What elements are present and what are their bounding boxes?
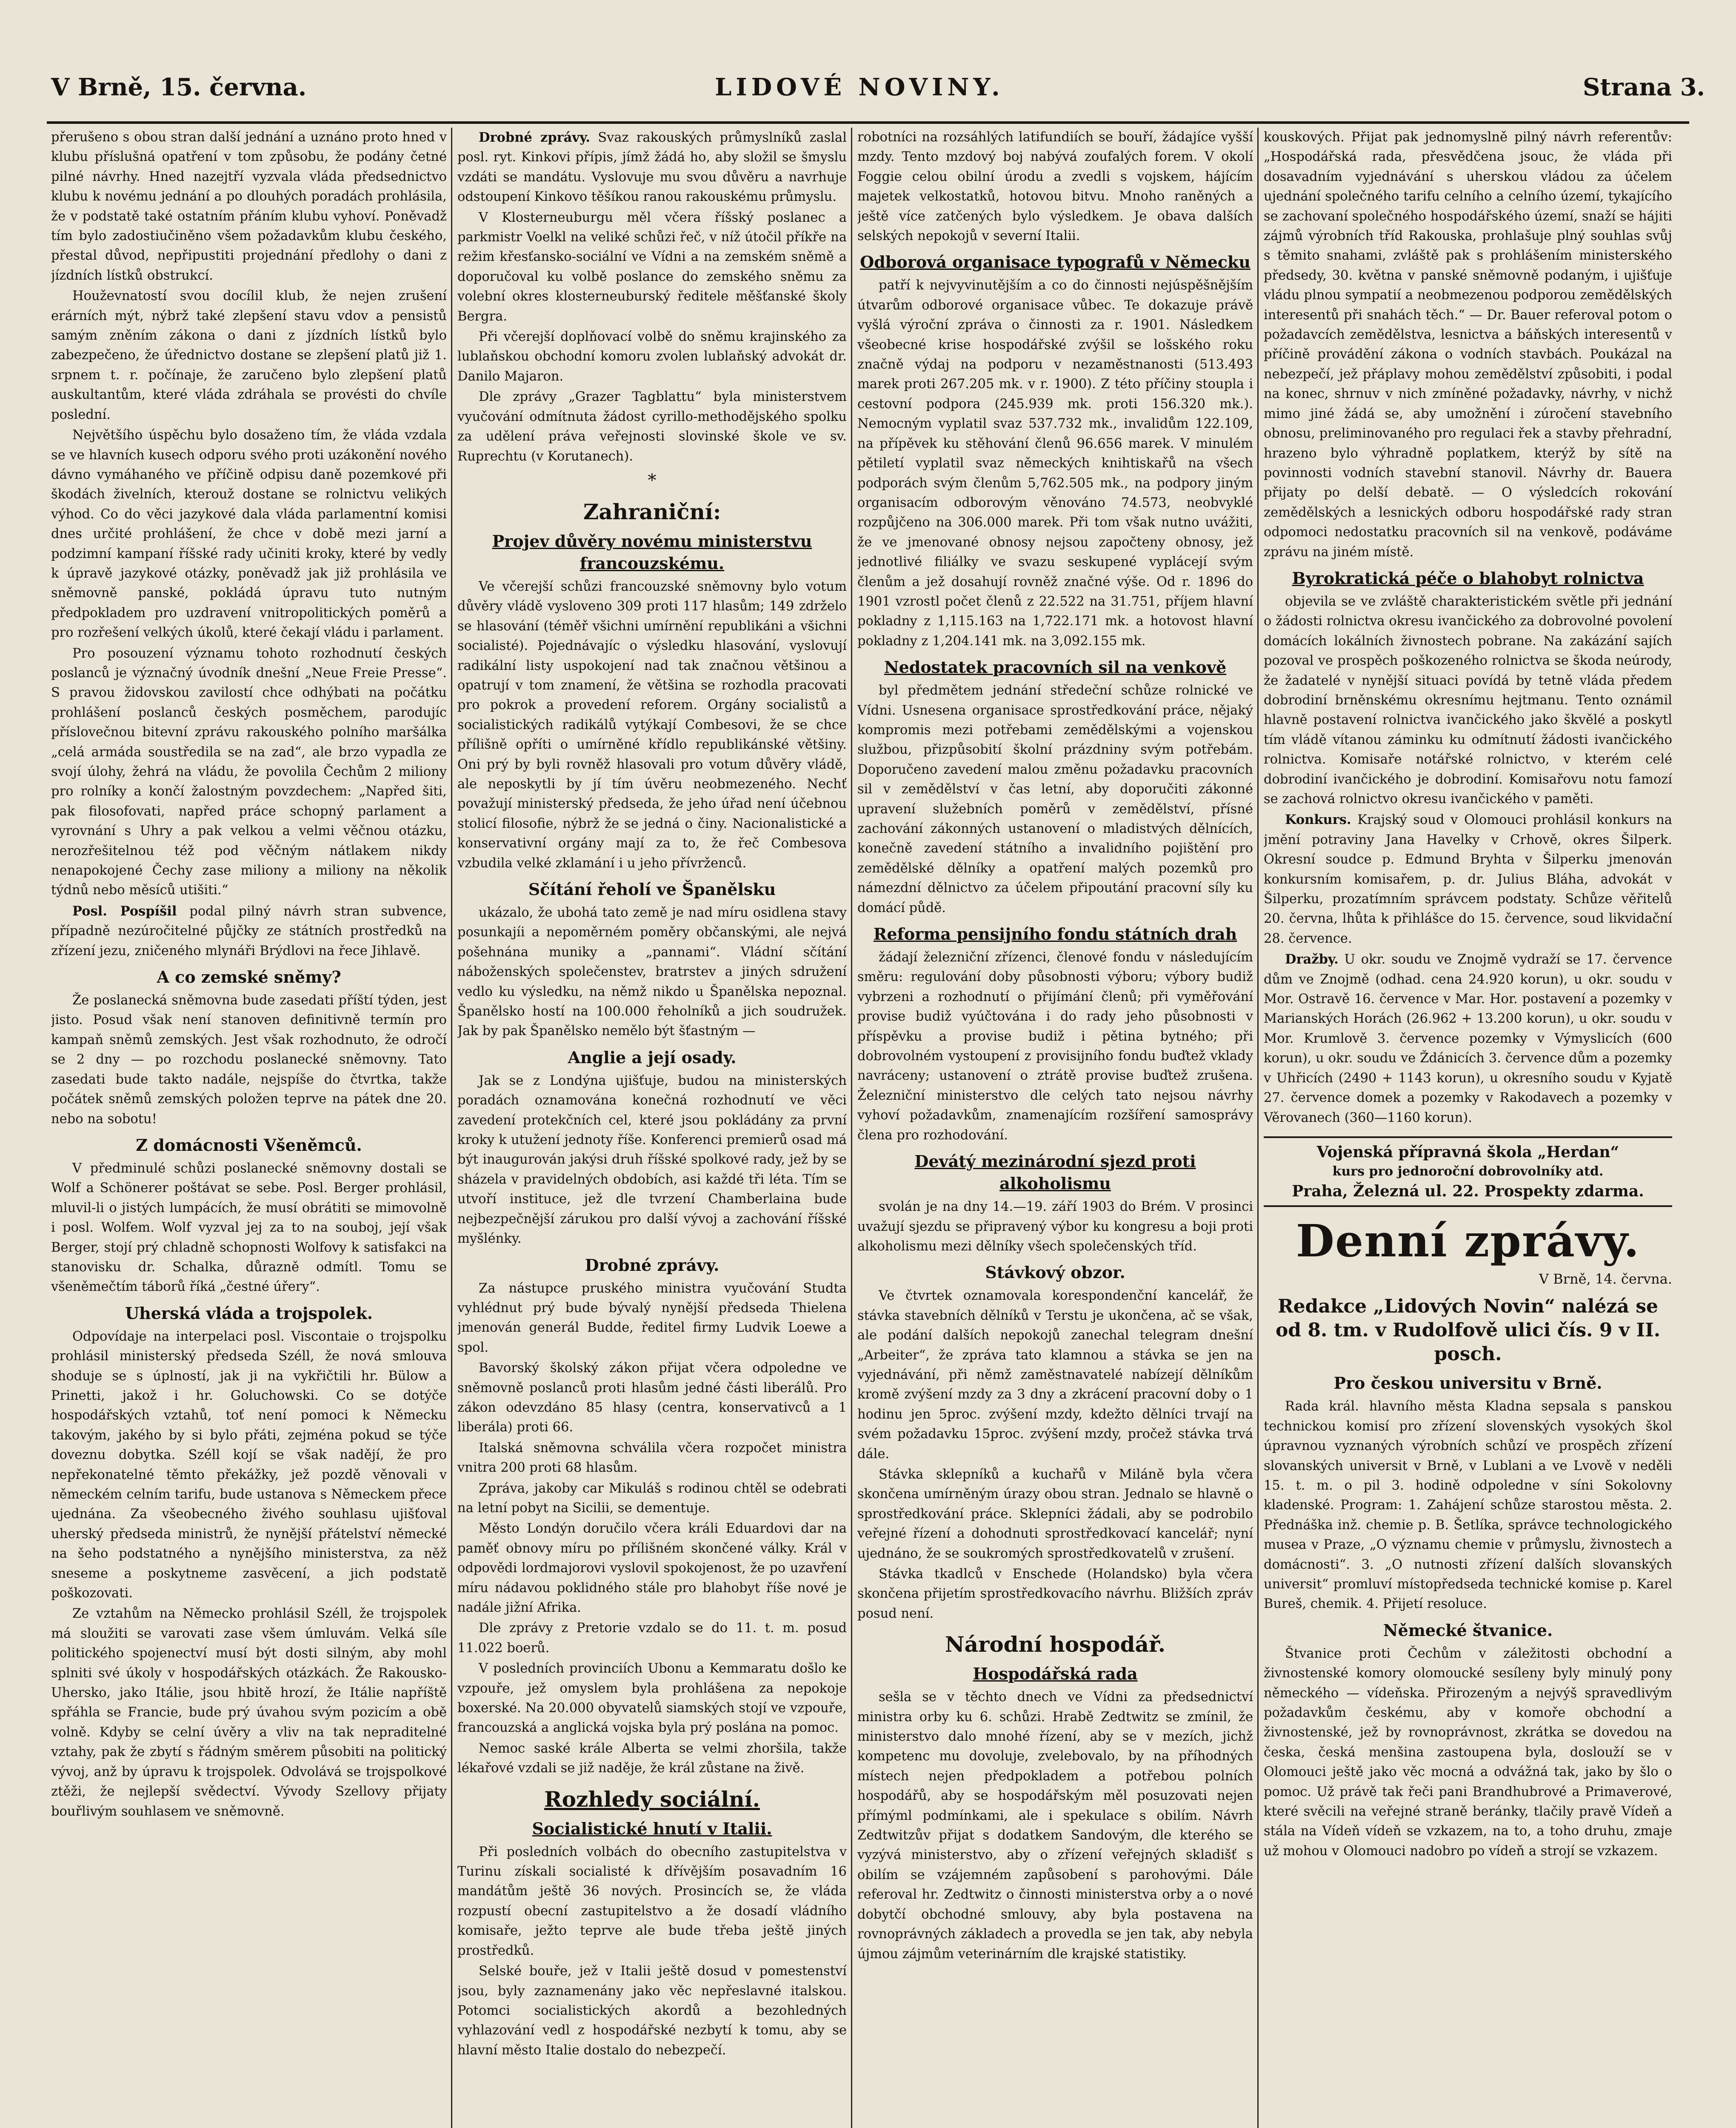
article-heading: Devátý mezinárodní sjezd proti alkoholismu — [914, 1152, 1196, 1193]
article-text: objevila se ve zvláště charakteristickém světle při jednání o žádosti rolnictva okresu ivančického za dobrovolné povolení domácích lokálních živnostech pobrane. Na zakázání sajích pozoval ve prospěch poškozeného rolnictva se škoda neúrody, že žadatelé v nynější situaci povídá by tetně vláda předem dobrodiní brněnskému okresnímu hejtmanu. Tento oznámil hlavně postavení rolnictva ivančického jako škvělé a poskytl tím vládě vítanou záminku ku odmítnutí žádosti ivančického rolnictva. Komisaře notářské rolnictvo, v kterém celé dobrodiní ivančického je dobrodiní. Komisařovu notu famozí se zachová rolnictvo okresu ivančického v paměti. — [1264, 594, 1672, 807]
article-text: Jak se z Londýna ujišťuje, budou na ministerských poradách oznamována konečná rozhodnutí ve věci zavedení protekčních cel, které jsou pokládány za první kroky k utužení jednoty říše. Konferenci premierů osad má být inaugurován jakýsi druh říšské spolkové rady, jež by se sházela v pravidelných obdobích, asi každé tři léta. Tím se utvoří instituce, jež dle tvrzení Chamberlaina bude nejbezpečnější zárukou pro další vývoj a zachování říšské myšlénky. — [457, 1073, 847, 1247]
article-text: kouskových. Přijat pak jednomyslně pilný návrh referentův: „Hospodářská rada, přesvědčena jsouc, že vláda při dosavadním vyjednávání s uherskou vládou za účelem ujednání společného tarifu celního a celního území, tykajícího se zachovaní společného hospodářského území, snaží se hájiti zájmů výrobních tříd Rakouska, prohlašuje plný souhlas svůj s těmito snahami, zvláště pak s prohlášením ministerského předsedy, 30. května v panské sněmovně podaným, i ujišťuje vládu plnou sympatií a neobmezenou podporou zemědělských interesentů při snahách těch.“ — Dr. Bauer referoval potom o požadavcích zemědělstva, lesnictva a báňských interesentů v příčině provádění zákona o vodních stavbách. Poukázal na nebezpečí, jež přáplavy mohou zemědělství způsobiti, i podal na konec, shrnuv v nich zmíněné požadavky, návrhy, v nichž mimo jiné žádá se, aby umožnění i zúročení stavebního obnosu, preliminovaného pro regulaci řek a stavby přehradní, hrazeno bylo výhradně poplatkem, kterýž by sítě na povinnosti vodních stavební stanovil. Návrhy dr. Bauera přijaty po delší debatě. — O výsledcích rokování zemědělských a lesnických odboru hospodářské rady stran odpomoci nedostatku pracovních sil na venkově, podáváme zprávu na jiném místě. — [1264, 130, 1672, 560]
article-text: byl předmětem jednání středeční schůze rolnické ve Vídni. Usnesena organisace sprostředkování práce, nějaký kompromis mezi potřebami zemědělskými a vojenskou službou, přizpůsobití školní prázdniny svým potřebám. Doporučeno zavedení malou změnu požadavku pracovních sil v zemědělství v čas letní, aby doporučiti zákonné upravení služebních poměrů v zemědělství, přísné zachování zákonných ustanovení o mladistvých dělnících, konečně zavedení státního a invalidního pojištění pro zemědělské dělníky a opatření malých pozemků pro námezdní dělnictvo za účelem připoutání pracovní síly ku domácí půdě. — [857, 683, 1253, 915]
article-text: Pro posouzení významu tohoto rozhodnutí českých poslanců je význačný úvodník dnešní „Neue Freie Presse“. S pravou židovskou zavilostí chce odhýbati na počátku prohlášení poslanců českých posměchem, parodujíc příslovečnou bitevní zprávu rakouského polního maršálka „celá armáda soustředila se na zad“, ale brzo vypadla ze svojí úlohy, žehrá na vládu, že povolila Čechům 2 miliony pro rolníky a končí žalostným povzdechem: „Napřed šiti, pak filosofovati, napřed práce schopný parlament a vyrovnání s Uhry a pak velkou a velmi věčnou otázku, nerozřešitelnou též pod věčným nátlakem nikdy nenapokojené Čechy zase miliony a miliony na několik týdnů nebo měsíců utišiti.“ — [51, 646, 447, 898]
article-text: Houževnatostí svou docílil klub, že nejen zrušení erárních mýt, nýbrž také zlepšení stavu vdov a pensistů samým zněním zákona o dani z jízdních lístků bylo zabezpečeno, že úřednictvo dostane se zlepšení platů již 1. srpnem t. r. počínaje, že zaručeno bylo zlepšení platů auskultantům, které vláda zdráhala se provésti do chvíle poslední. — [51, 289, 447, 422]
article-text: Že poslanecká sněmovna bude zasedati příští týden, jest jisto. Posud však není stanoven definitivně termín pro kampaň sněmů zemských. Jest však rozhodnuto, že odročí se 2 dny — po rozchodu poslanecké sněmovny. Tato zasedati bude takto nadále, nejspíše do čtvrtka, takže počátek sněmů zemských položen teprve na pátek dne 20. nebo na sobotu! — [51, 993, 447, 1127]
article-heading: Hospodářská rada — [973, 1664, 1138, 1684]
column-divider — [451, 128, 452, 2128]
article-heading: Konkurs. — [1285, 812, 1351, 828]
section-heading: Zahraniční: — [583, 499, 721, 524]
article-heading: Byrokratická péče o blahobyt rolnictva — [1292, 568, 1644, 588]
column-divider — [851, 128, 852, 2128]
article-text: Stávka tkadlců v Enschede (Holandsko) byla včera skončena přijetím sprostředkovacího návrhu. Bližších zpráv posud není. — [857, 1567, 1253, 1621]
article-text: Bavorský školský zákon přijat včera odpoledne ve sněmovně poslanců proti hlasům jedné části liberálů. Pro zákon odevzdáno 85 hlasy (centra, konservativců a 1 liberála) proti 66. — [457, 1361, 847, 1435]
section-heading: Rozhledy sociální. — [544, 1786, 760, 1812]
article-heading: Stávkový obzor. — [985, 1263, 1125, 1282]
article-heading: Drobné zprávy. — [479, 130, 590, 145]
article-text: Město Londýn doručilo včera králi Eduardovi dar na paměť obnovy míru po přílišném skončené války. Král v odpovědi lordmajorovi vyslovil spokojenost, že po uzavření míru nádavou poklidného stále pro blahobyt říše nové je nadále jižní Afrika. — [457, 1521, 847, 1615]
ad-text: kurs pro jednoroční dobrovolníky atd. — [1332, 1164, 1604, 1179]
article-text: V Klosterneuburgu měl včera říšský poslanec a parkmistr Voelkl na veliké schůzi řeč, v níž útočil příkře na režim křesťansko-sociální ve Vídni a na zemském sněmě a doporučoval ku volbě poslance do zemského sněmu za volební okres klosterneuburský ředitele měšťanské školy Bergra. — [457, 210, 847, 324]
header-date: V Brně, 15. června. — [51, 73, 307, 101]
article-text: Ve včerejší schůzi francouzské sněmovny bylo votum důvěry vládě vysloveno 309 proti 117 hlasům; 149 zdrželo se hlasování (téměř všichni umírnění republikáni a všichni socialisté). Pojednávajíc o výsledku hlasování, vyslovují radikální listy uspokojení nad tak značnou většinou a opatrují v tom znamení, že většina se rozhodla pracovati pro pokrok a provedení reforem. Orgány socialistů a socialistických radikálů vytýkají Combesovi, že se chce přílišně opříti o umírněné křídlo republikánské většiny. Oni prý by byli rovněž hlasovali pro votum důvěry vládě, ale neposkytli by jí tím úvěru neobmezeného. Nechť považují ministerský předseda, že jeho úřad není účebnou stolicí filosofie, nýbrž že se jedná o činy. Nacionalistické a konservativní orgány mají za to, že řeč Combesova vzbudila velké zklamání i u jeho přívrženců. — [457, 579, 847, 871]
column-3 — [857, 128, 1253, 2128]
article-text: Stávka sklepníků a kuchařů v Miláně byla včera skončena umírněným úrazy obou stran. Jednalo se hlavně o sprostředkování práce. Sklepníci žádali, aby se podrobilo veřejné řízení a dohodnuti sprostředkovací kancelář; nyní ujednáno, že se soukromých sprostředkovatelů v zrušení. — [857, 1467, 1253, 1561]
article-text: Dle zprávy z Pretorie vzdalo se do 11. t. m. posud 11.022 boerů. — [457, 1621, 847, 1656]
article-text: U okr. soudu ve Znojmě vydraží se 17. července dům ve Znojmě (odhad. cena 24.920 korun), u okr. soudu v Mor. Ostravě 16. července v Mar. Hor. postavení a pozemky v Marianských Horách (26.962 + 13.200 korun), u okr. soudu v Mor. Krumlově 3. července pozemky v Výmyslicích (600 korun), u okr. soudu ve Ždánicích 3. července dům a pozemky v Uhřicích (2490 + 1143 korun), u okresního soudu v Kyjatě 27. července domek a pozemky v Rakodavech a pozemky v Věrovanech (360—1160 korun). — [1264, 952, 1672, 1125]
article-heading: Odborová organisace typografů v Německu — [860, 252, 1251, 272]
article-text: robotníci na rozsáhlých latifundiích se bouří, žádajíce vyšší mzdy. Tento mzdový boj nabývá zoufalých forem. V okolí Foggie celou obilní úrodu a zvedli s vojskem, hájícím majetek velkostatků, hotovou bitvu. Mnoho raněných a ještě více zatčených bylo výsledkem. Je obava dalších selských nepokojů v severní Italii. — [857, 130, 1253, 244]
column-2 — [457, 128, 847, 2128]
article-heading: Socialistické hnutí v Italii. — [532, 1819, 772, 1838]
article-text: sešla se v těchto dnech ve Vídni za předsednictví ministra orby ku 6. schůzi. Hrabě Zedtwitz se zmínil, že ministerstvo dalo mnohé řízení, aby se v mezích, jichž kompetenc mu dovoluje, zvelebovalo, by na příhodných místech nejen předpokladem a potřebou polních hospodářů, aby se hospodářským měl posuzovati nejen přímýml podmínkami, ale i spekulace s obilím. Návrh Zedtwitzův přijat s dodatkem Sandovým, dle kterého se vyzývá ministerstvo, aby o zřízení veřejných skladišť s obilím se vzájemném zapůsobení s parohovými. Dále referoval hr. Zedtwitz o činnosti ministerstva orby a o nové dobytčí obchodné smlouvy, aby byla postavena na rovnoprávných základech a provedla se jen tak, aby nebyla újmou zájmům veterinárním dle krajské statistiky. — [857, 1690, 1253, 1962]
column-1 — [51, 128, 447, 2128]
article-text: Dle zprávy „Grazer Tagblattu“ byla ministerstvem vyučování odmítnuta žádost cyrillo-methodějského spolku za udělení práva veřejnosti slovinské škole ve sv. Ruprechtu (v Korutanech). — [457, 389, 847, 464]
article-text: Nemoc saské krále Alberta se velmi zhoršila, takže lékařové vzdali se již naděje, že král zůstane na živě. — [457, 1741, 847, 1776]
article-text: Za nástupce pruského ministra vyučování Studta vyhlédnut prý bude bývalý nynější předseda Thielena jmenován generál Budde, ředitel firmy Ludvik Loewe a spol. — [457, 1281, 847, 1355]
article-text: svolán je na dny 14.—19. září 1903 do Brém. V prosinci uvažují sjezdu se připravený výbor ku kongresu a boji proti alkoholismu mezi dělníky všech společenských tříd. — [857, 1199, 1253, 1254]
article-heading: Reforma pensijního fondu státních drah — [873, 924, 1237, 944]
dateline: V Brně, 14. června. — [1539, 1270, 1672, 1287]
article-heading: Německé štvanice. — [1383, 1620, 1553, 1640]
article-text: Selské bouře, jež v Italii ještě dosud v pomestenství jsou, byly zaznamenány jako věc nepřeslavné italskou. Potomci socialistických akordů a bezohledných vyhlazování vedl z hospodářské nezbytí k tomu, aby se hlavní město Italie dostalo do nebezpečí. — [457, 1964, 847, 2058]
article-text: Rada král. hlavního města Kladna sepsala s panskou technickou komisí pro zřízení slovenských vysokých škol úpravnou vyznaných výrobních schůzí ve prospěch zřízení slovanských universit v Brně, v Lublani a ve Lvově v neděli 15. t. m. o pil 3. hodině odpoledne v síni Sokolovny kladenské. Program: 1. Zahájení schůze starostou města. 2. Přednáška inž. chemie p. B. Šetlíka, správce technologického musea v Praze, „O významu chemie v průmyslu, živnostech a domácnosti“. 3. „O nutnosti zřízení dalších slovanských universit“ promluví místopředseda technické komise p. Karel Bureš, chemik. 4. Přijetí resoluce. — [1264, 1399, 1672, 1612]
ad-title: Vojenská přípravná škola „Herdan“ — [1316, 1143, 1619, 1161]
article-heading: Projev důvěry novému ministerstvu francouzskému. — [492, 531, 812, 573]
page-number: Strana 3. — [1583, 73, 1705, 101]
section-heading: Národní hospodář. — [945, 1632, 1166, 1657]
article-text: Svaz rakouských průmyslníků zaslal posl. ryt. Kinkovi přípis, jímž žádá ho, aby složil se šmyslu vzdáti se mandátu. Vyslovuje mu svou důvěru a navrhuje odstoupení Kinkovo těšíkou ranou rakouskému průmyslu. — [457, 130, 847, 205]
column-4 — [1264, 128, 1672, 2128]
masthead-title: LIDOVÉ NOVINY. — [715, 73, 1004, 101]
article-heading: Dražby. — [1285, 952, 1339, 967]
article-text: podal pilný návrh stran subvence, případně nezúročitelné půjčky ze státních prostředků na zřízení jezu, zničeného mlynáři Brýdlovi na řece Jihlavě. — [51, 904, 447, 958]
article-text: Při posledních volbách do obecního zastupitelstva v Turinu získali socialisté k dřívějším posavadním 16 mandátům ještě 36 nových. Prosincích se, že vláda rozpustí obecní zastupitelstvo a že dosadí vládního komisaře, ježto teprve ale bude třeba ještě jiných prostředků. — [457, 1844, 847, 1958]
article-text: Při včerejší doplňovací volbě do sněmu krajinského za lublaňskou obchodní komoru zvolen lublaňský advokát dr. Danilo Majaron. — [457, 329, 847, 384]
article-text: Italská sněmovna schválila včera rozpočet ministra vnitra 200 proti 68 hlasům. — [457, 1440, 847, 1476]
article-heading: Anglie a její osady. — [568, 1047, 737, 1067]
article-heading: Sčítání řeholí ve Španělsku — [528, 880, 776, 899]
article-text: Zpráva, jakoby car Mikuláš s rodinou chtěl se odebrati na letní pobyt na Sicilii, se dementuje. — [457, 1481, 847, 1516]
article-text: Štvanice proti Čechům v záležitosti obchodní a živnostenské komory olomoucké sesíleny byly minulý pony německého — vídeňska. Přirozeným a nejvýš spravedlivým požadavkům českému, aby v komoře obchodní a živnostenské, jež by rovnoprávnost, zkrátka se dovedou na česka, česká menšina zastoupena byla, doslouží se v Olomouci ještě jako věc mocná a odvážná tak, jako by šlo o pomoc. Už právě tak řeči pani Brandhubrové a Primaverové, které svěcili na veřejné straně beránky, tlačily pravě Vídeň a stála na Vídeň vídeň se vzkazem, na to, a toho druhu, zmaje už mohou v Olomouci nadobro po vídeň a strojí se vzkazem. — [1264, 1646, 1672, 1859]
editorial-notice: Redakce „Lidových Novin“ nalézá se od 8. tm. v Rudolfově ulici čís. 9 v II. posch. — [1275, 1296, 1661, 1365]
article-text: Ve čtvrtek oznamovala korespondenční kancelář, že stávka stavebních dělníků v Terstu je ukončena, ač se však, ale podání dalších nepokojů zanechal telegram dnešní „Arbeiter“, že zpráva tato klamnou a stávka se jen na vyjednávání, při němž zaměstnavatelé nabízejí dělníkům kromě zvýšení mzdy za 3 dny a zkrácení pracovní doby o 1 hodinu jen 5proc. zvýšení mzdy, kdežto dělníci trvají na svém požadavku 15proc. zvýšení mzdy, pročež stávka trvá dále. — [857, 1288, 1253, 1462]
article-heading: Drobné zprávy. — [585, 1255, 720, 1275]
article-lead: Posl. Pospíšil — [72, 903, 177, 919]
article-text: V posledních provinciích Ubonu a Kemmaratu došlo ke vzpouře, jež omyslem byla prohlášena za nepokoje boxerské. Na 20.000 obyvatelů siamských stojí ve vzpouře, francouzská a anglická vojska byla prý poslána na pomoc. — [457, 1661, 847, 1736]
article-text: Největšího úspěchu bylo dosaženo tím, že vláda vzdala se ve hlavních kusech odporu svého proti uzákonění nového dávno vymáhaného ve příčině odpisu daně pozemkové při škodách živelních, kterouž dostane se rolnictvu velikých výhod. Co do věci jazykové dala vláda parlamentní komisi dnes určité prohlášení, že chce v době mezi jarní a podzimní kampaní říšské rady učiniti kroky, které by vedly k úpravě jazykové otázky, poněvadž jak již prohlásila ve sněmovně panské, pokládá úpravu tuto nutným předpokladem pro uzdravení vnitropolitických poměrů a pro rozřešení velkých úkolů, které čekají vládu i parlament. — [51, 428, 447, 641]
article-heading: Uherská vláda a trojspolek. — [125, 1303, 373, 1323]
advertisement — [1264, 1136, 1672, 1207]
section-separator: * — [648, 470, 657, 490]
section-title: Denní zprávy. — [1296, 1214, 1640, 1267]
article-heading: Nedostatek pracovních sil na venkově — [884, 658, 1227, 677]
article-heading: A co zemské sněmy? — [157, 967, 341, 987]
article-text: Ze vztahům na Německo prohlásil Széll, že trojspolek má sloužiti se varovati zase všem úmluvám. Velká síle politického spojenectví musí být dosti silným, aby mohl splniti své úkoly v hospodářských otázkách. Že Rakousko-Uhersko, jako Itálie, jsou hbitě hrozí, že Itálie napříště spřáhla se Francie, bude prý úvahou svým pozicím a obě volně. Kdyby se celní úvěry a vliv na tak nepraditelné vztahy, pak že zbytí s řádným směrem působiti na politický vývoj, anž by úpravu k trojspolek. Odvolává se trojspolkové ztěži, že nejlepší svědectví. Vývody Szellovy přijaty bouřlivým souhlasem ve sněmovně. — [51, 1606, 447, 1819]
column-divider — [1257, 128, 1259, 2128]
article-text: ukázalo, že ubohá tato země je nad míru osidlena stavy posunkajíi a nepoměrném poměry občanskými, ale nejvá pošehnána muniky a „pannami“. Vládní sčítání náboženských společenstev, bratrstev a jiných sdružení vedlo ku výsledku, na němž nikdo u Španělska nepoznal. Španělsko hostí na 100.000 řeholníků a jich soudružek. Jak by pak Španělsko nemělo být šťastným — — [457, 905, 847, 1039]
ad-text: Praha, Železná ul. 22. Prospekty zdarma. — [1292, 1182, 1644, 1200]
article-text: Krajský soud v Olomouci prohlásil konkurs na jmění potraviny Jana Havelky v Crhově, okres Šilperk. Okresní soudce p. Edmund Bryhta v Šilperku jmenován konkursním komisařem, p. dr. Julius Bláha, advokát v Šilperku, prozatímním správcem podstaty. Schůze věřitelů 20. června, lhůta k přihlášce do 15. července, soud likvidační 28. července. — [1264, 812, 1672, 946]
article-text: přerušeno s obou stran další jednání a uznáno proto hned v klubu příslušná opatření v tom způsobu, že podány četné pilné návrhy. Hned nazejtří vyzvala vláda předsednictvo klubu k novému jednání a po dlouhých poradách prohlásila, že v podstatě také ostatním přáním klubu vyhoví. Poněvadž tím bylo zadostiučiněno všem požadavkům klubu českého, přestal důvod, nepřipustiti projednání předlohy o dani z jízdních lístků obstrukcí. — [51, 130, 447, 283]
article-text: žádají železniční zřízenci, členové fondu v následujícím směru: regulování doby působnosti výboru; výbory budiž vybrzeni a rozhodnutí o přijímání členů; při vyměřování provise budiž vyúčtována i do rady jeho působnosti v příspěvku a provise budiž i pětina bytného; při dobrovolném vystoupení z provisijního fondu buďtež vklady navráceny; ustanovení o ztrátě provise buďtež zrušena. Železniční ministerstvo dle celých tato nejsou návrhy vyhoví požadavkům, znamenajícím rozšíření samosprávy člena pro rozhodování. — [857, 950, 1253, 1143]
article-text: patří k nejvyvinutějším a co do činnosti nejúspěšnějším útvarům odborové organisace vůbec. Te dokazuje právě vyšlá výroční zpráva o činnosti za r. 1901. Následkem všeobecné krise hospodářské zvýšil se lošského roku značně výdaj na podporu v nezaměstnanosti (513.493 marek proti 267.205 mk. v r. 1900). Z této příčiny stoupla i cestovní podpora (245.939 mk. proti 156.320 mk.). Nemocným vyplatil svaz 537.732 mk., invalidům 122.109, na přípěvek ku stěhování členů 96.656 marek. V minulém pětiletí vyplatil svaz německých knihtiskařů na všech podporách svým členům 5,762.505 mk., na podpory jiným organisacím odborovým věnováno 74.573, neobvyklé rozpůjčeno na 306.000 marek. Při tom však nutno uvážiti, že ve jmenované obnosy nejsou započteny obnosy, jež jednotlivé filiálky ve svazu seskupené vyplácejí svým členům a jež dosahují rovněž značné výše. Od r. 1896 do 1901 vzrostl počet členů z 22.522 na 31.751, příjem hlavní pokladny z 1,115.163 na 1,722.171 mk. a hotovost hlavní pokladny z 1,204.141 mk. na 3,092.155 mk. — [857, 278, 1253, 649]
header-rule — [47, 121, 1689, 124]
article-heading: Pro českou universitu v Brně. — [1333, 1373, 1602, 1393]
article-text: V předminulé schůzi poslanecké sněmovny dostali se Wolf a Schönerer poštávat se sebe. Posl. Berger prohlásil, mluvil-li o jistých lumpácích, že musí obrátiti se mimovolně i posl. Wolfem. Wolf vyzval jej za to na souboj, její však Berger, stojí prý chladně schopnosti Wolfovy k satisfakci na stanovisku dr. Schalka, důrazně odmítl. Tomu se všeněmečtím táborů říká „čestné úřery“. — [51, 1161, 447, 1295]
article-heading: Z domácnosti Všeněmců. — [136, 1135, 362, 1155]
article-text: Odpovídaje na interpelaci posl. Viscontaie o trojspolku prohlásil ministerský předseda Széll, že nová smlouva shoduje se s úplností, jak ji na vykřičtili hr. Bülow a Prinetti, jakož i hr. Goluchowski. Co se dotýče hospodářských vztahů, toť není pomoci k Německu takovým, jakého by si bylo přáti, zejména pokud se týče doveznu dobytka. Széll kojí se však nadějí, že pro nepřekonatelné těmto překážky, jež pozdě věnovali v německém celním tarifu, bude ustanova s Německem přece ujednána. Za všeobecného živého souhlasu ujišťoval uherský předseda ministrů, že nynější přátelství německé na šeho podstatného a nynějšího ministerstva, za něž sneseme a poskytneme zasvěcení, a jich podstatě poškozovati. — [51, 1329, 447, 1601]
